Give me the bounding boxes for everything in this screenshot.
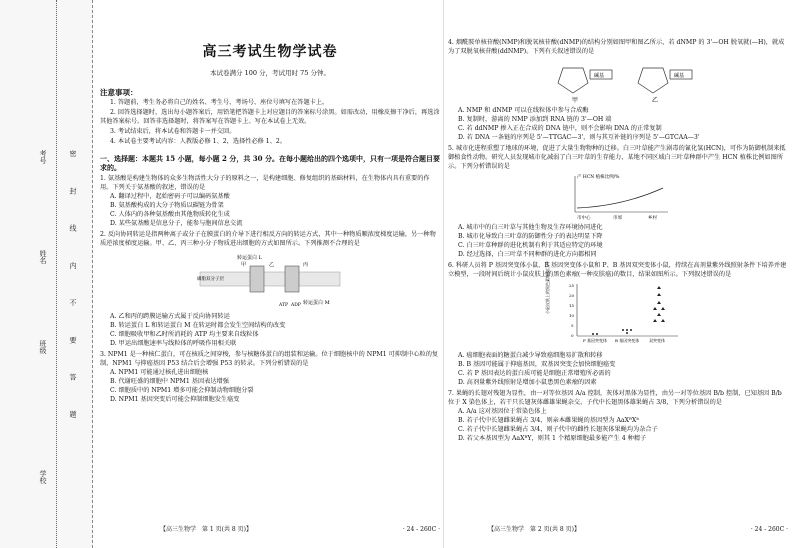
option: C. 细胞吸收甲和乙时所消耗的 ATP 均主要来自线粒体 (110, 331, 259, 338)
option: A. NMP 和 dNMP 可以在线粒体中参与合成酶 (458, 107, 589, 114)
option: C. 若子代中长翅雌果蝇占 3/4，则子代中的雌性长翅灰体果蝇均为杂合子 (458, 426, 658, 433)
option: A. 城市中的白三叶草与其他生物及生存环境协同进化 (458, 224, 603, 231)
y-tick: 10 (569, 313, 575, 318)
footer-code: · 24 - 260C · (750, 526, 788, 533)
fig-label-jia: 甲 (572, 97, 579, 104)
footer-page-info: 【高三生物学 第 2 页(共 8 页)】 (488, 526, 580, 533)
question-5: 5. 城市化进程重塑了地球的环境，促进了大量生物物种的迁移。白三叶草能产生剧毒的氰化氢(HCN)，可作为防御机制来抵御植食性动物。研究人员发现城市化减弱了白三叶草的生存能力，某地不同区域白三叶草种群中产生 HCN 植株比例如图所示。下列分析错误的是 (448, 145, 786, 170)
option: D. 某些氨基酸是信息分子，能参与胞间信息交流 (110, 220, 243, 227)
base-label-jia: 碱基 (594, 73, 605, 79)
data-point (622, 329, 624, 331)
option: B. B 基因可能属于抑癌基因，双基因突变会加快细胞癌变 (458, 361, 616, 368)
data-point (626, 332, 628, 334)
transporter-m-label: 转运蛋白 M (303, 300, 330, 306)
page-1 (100, 8, 440, 533)
y-axis-label: 小鼠皮肤上的黑色素瘤数目/个 (545, 260, 550, 314)
option: C. 白三叶草种群的进化机制有利于其适应特定的环境 (458, 242, 603, 249)
page-divider (443, 0, 444, 548)
exam-title: 高三考试生物学试卷 (202, 44, 338, 60)
data-point (626, 329, 628, 331)
transporter-l-label: 转运蛋白 L (237, 255, 262, 261)
x-tick-label: B 基因突变体 (615, 338, 640, 343)
option: B. 复制时，游离的 NMP 添加到 RNA 链的 3'—OH 端 (458, 116, 612, 123)
data-points-double (653, 286, 665, 322)
name-label: 姓名 (39, 250, 47, 264)
y-tick: 25 (569, 283, 575, 288)
x-tick-label: 市中心 (577, 216, 591, 221)
data-point (630, 329, 632, 331)
school-label: 学校 (39, 470, 47, 484)
question-6: 6. 科研人员将 P 基因突变体小鼠、B 基因突变体小鼠和 P、B 基因双突变体小鼠，持续在高剂量紫外线照射条件下培养并建立模型，一段时间后统计小鼠皮肤上的黑色素瘤(一种皮肤癌)的数目，结果如图所示。下列叙述错误的是 (448, 262, 787, 278)
melanoma-chart (545, 260, 683, 350)
molecule-jia: 甲 (241, 262, 247, 268)
option: C. 人体内的各种氨基酸由其他物质转化生成 (110, 211, 230, 218)
option: D. 甲运出细胞速率与线粒体的呼吸作用相关联 (110, 340, 237, 347)
binding-margin (0, 0, 93, 548)
sugar-ring-jia (558, 68, 588, 93)
footer-page-info: 【高三生物学 第 1 页(共 8 页)】 (160, 526, 252, 533)
option: D. 高剂量紫外线照射是增加小鼠患黑色素瘤的因素 (458, 379, 597, 386)
data-points-p (592, 333, 598, 335)
option: A. NPM1 可能通过核孔进出细胞核 (110, 369, 209, 376)
fig-label-yi: 乙 (652, 97, 659, 104)
option: A. 乙和丙的跨膜运输方式属于反向协同转运 (110, 313, 230, 320)
note-item: 4. 本试卷主要考试内容：人教版必修 1、2，选择性必修 1、2。 (110, 138, 287, 145)
section-heading: 一、选择题：本题共 15 小题，每小题 2 分，共 30 分。在每小题给出的四个选项中，只有一项是符合题目要求的。 (100, 154, 440, 172)
nucleotide-structure-figure (528, 58, 708, 104)
question-3: 3. NPM1 是一种核仁蛋白，可在核质之间穿梭，参与核糖体蛋白的组装和运输。位于细胞核中的 NPM1 可抑制中心粒的复制，NPM1 与抑癌基因 P53 结合后会增强 P53 的转录。下列分析错误的是 (100, 351, 439, 367)
x-tick-label: 双突变体 (649, 338, 665, 343)
option: C. 若 ddNMP 掺入正在合成的 DNA 链中，则不会影响 DNA 的正常复制 (458, 125, 662, 132)
option: B. 氨基酸构成的大分子物质以碳链为骨架 (110, 202, 224, 209)
option: C. 若 P 基因表达的蛋白质可能是细胞正常增殖所必需的 (458, 370, 611, 377)
phospholipid-label: 磷脂双分子层 (197, 277, 224, 282)
membrane-transport-figure (195, 250, 345, 310)
footer-code: · 24 - 260C · (402, 526, 440, 533)
molecule-bing: 丙 (303, 262, 309, 268)
hcn-chart (563, 172, 673, 222)
exam-no-label: 考号 (39, 150, 47, 164)
option: B. 若子代中长翅雌果蝇占 3/4，则亲本雌果蝇的基因型为 AaXᴮXᵇ (458, 417, 639, 424)
note-item: 3. 考试结束后，将本试卷和答题卡一并交回。 (110, 128, 236, 135)
y-tick: 5 (571, 323, 574, 328)
option: B. 转运蛋白 L 和转运蛋白 M 在转运时都会发生空间结构的改变 (110, 322, 286, 329)
triangle-points (653, 286, 665, 322)
option: B. 代谢旺盛的细胞中 NPM1 基因表达增强 (110, 378, 229, 385)
question-4: 4. 烟酰胺单核苷酸(NMP)和脱氧核苷酸(dNMP)的结构分别如图甲和图乙所示，若 dNMP 的 3'—OH 脱氧就(—H)，就成为了双脱氧核苷酸(ddNMP)。下列有关叙述错误的是 (448, 39, 785, 55)
x-tick-label: P 基因突变体 (583, 338, 607, 343)
page-footer (100, 525, 440, 534)
question-1: 1. 氨基酸是构建生物体的众多生物活性大分子的原料之一，是构建细胞、修复组织的基础材料，在生物体内具有重要的作用。下列关于氨基酸的叙述，错误的是 (100, 175, 430, 191)
data-points-b (622, 329, 632, 334)
y-tick: 20 (569, 293, 575, 298)
data-point (596, 333, 598, 335)
note-item: 2. 回答选择题时，选出每小题答案后，用铅笔把答题卡上对应题目的答案标号涂黑。如需改动，用橡皮擦干净后，再选涂其他答案标号。回答非选择题时，将答案写在答题卡上。写在本试卷上无效。 (100, 109, 440, 125)
data-point (592, 333, 594, 335)
y-axis-label: 产 HCN 植株比例/% (577, 175, 620, 180)
base-label-yi: 碱基 (674, 73, 685, 79)
x-tick-label: 市郊 (613, 216, 622, 221)
option: B. 城市化导致白三叶草的防御性分子的表达明显下降 (458, 233, 603, 240)
x-tick-label: 乡村 (648, 216, 657, 221)
option: D. NPM1 基因突变后可能会抑制细胞发生癌变 (110, 396, 240, 403)
sugar-ring-yi (638, 68, 668, 93)
transporter-m-shape (285, 266, 299, 292)
page-2 (448, 8, 788, 533)
option: A. 癌细胞表面的糖蛋白减少导致癌细胞易扩散和转移 (458, 352, 603, 359)
molecule-yi: 乙 (269, 262, 275, 268)
option: D. 若父本基因型为 AaXᴮY，则其 1 个精原细胞最多能产生 4 种精子 (458, 435, 647, 442)
notes-heading: 注意事项： (100, 88, 138, 97)
transporter-l-shape (250, 266, 264, 292)
adp-label: ADP (291, 303, 301, 308)
class-label: 班级 (39, 340, 47, 354)
atp-label: ATP (279, 303, 289, 308)
option: D. 若 DNA 一条链的序列是 5'—TTGAC—3'，则与其互补链的序列是 5'—GTCAA—3' (458, 134, 700, 141)
question-7: 7. 果蝇的长翅对残翅为显性，由一对等位基因 A/a 控制，灰体对黑体为显性，由另一对等位基因 B/b 控制，已知基因 B/b 位于 X 染色体上，若干只长翅灰体雌雄果蝇杂交，子代中长翅黑体雄果蝇占 3/8，下列分析错误的是 (448, 390, 782, 406)
y-tick: 15 (569, 303, 575, 308)
option: C. 细胞质中的 NPM1 增多可能会抑制动物细胞分裂 (110, 387, 254, 394)
y-tick: 0 (571, 333, 574, 338)
hcn-curve (577, 188, 663, 208)
note-item: 1. 答题前，考生务必将自己的姓名、考生号、考场号、座位号填写在答题卡上。 (110, 99, 329, 106)
option: D. 经过选择，白三叶草不同种群的进化方向都相同 (458, 251, 597, 258)
seal-line-text: 密 封 线 内 不 要 答 题 (69, 150, 77, 432)
page-footer (448, 525, 788, 534)
seal-line (56, 0, 57, 548)
option: A. 翻译过程中，起始密码子可以编码氨基酸 (110, 193, 230, 200)
question-2: 2. 反向协同转运是指两种离子或分子在膜蛋白的介导下进行相反方向的转运方式，其中一种物质顺浓度梯度运输，另一种物质逆浓度梯度运输。甲、乙、丙三种小分子物质进出细胞的方式如图所示。下列推测不合理的是 (100, 231, 436, 247)
option: A. A/a 这对基因位于常染色体上 (458, 408, 547, 415)
exam-meta: 本试卷满分 100 分，考试用时 75 分钟。 (210, 69, 330, 77)
